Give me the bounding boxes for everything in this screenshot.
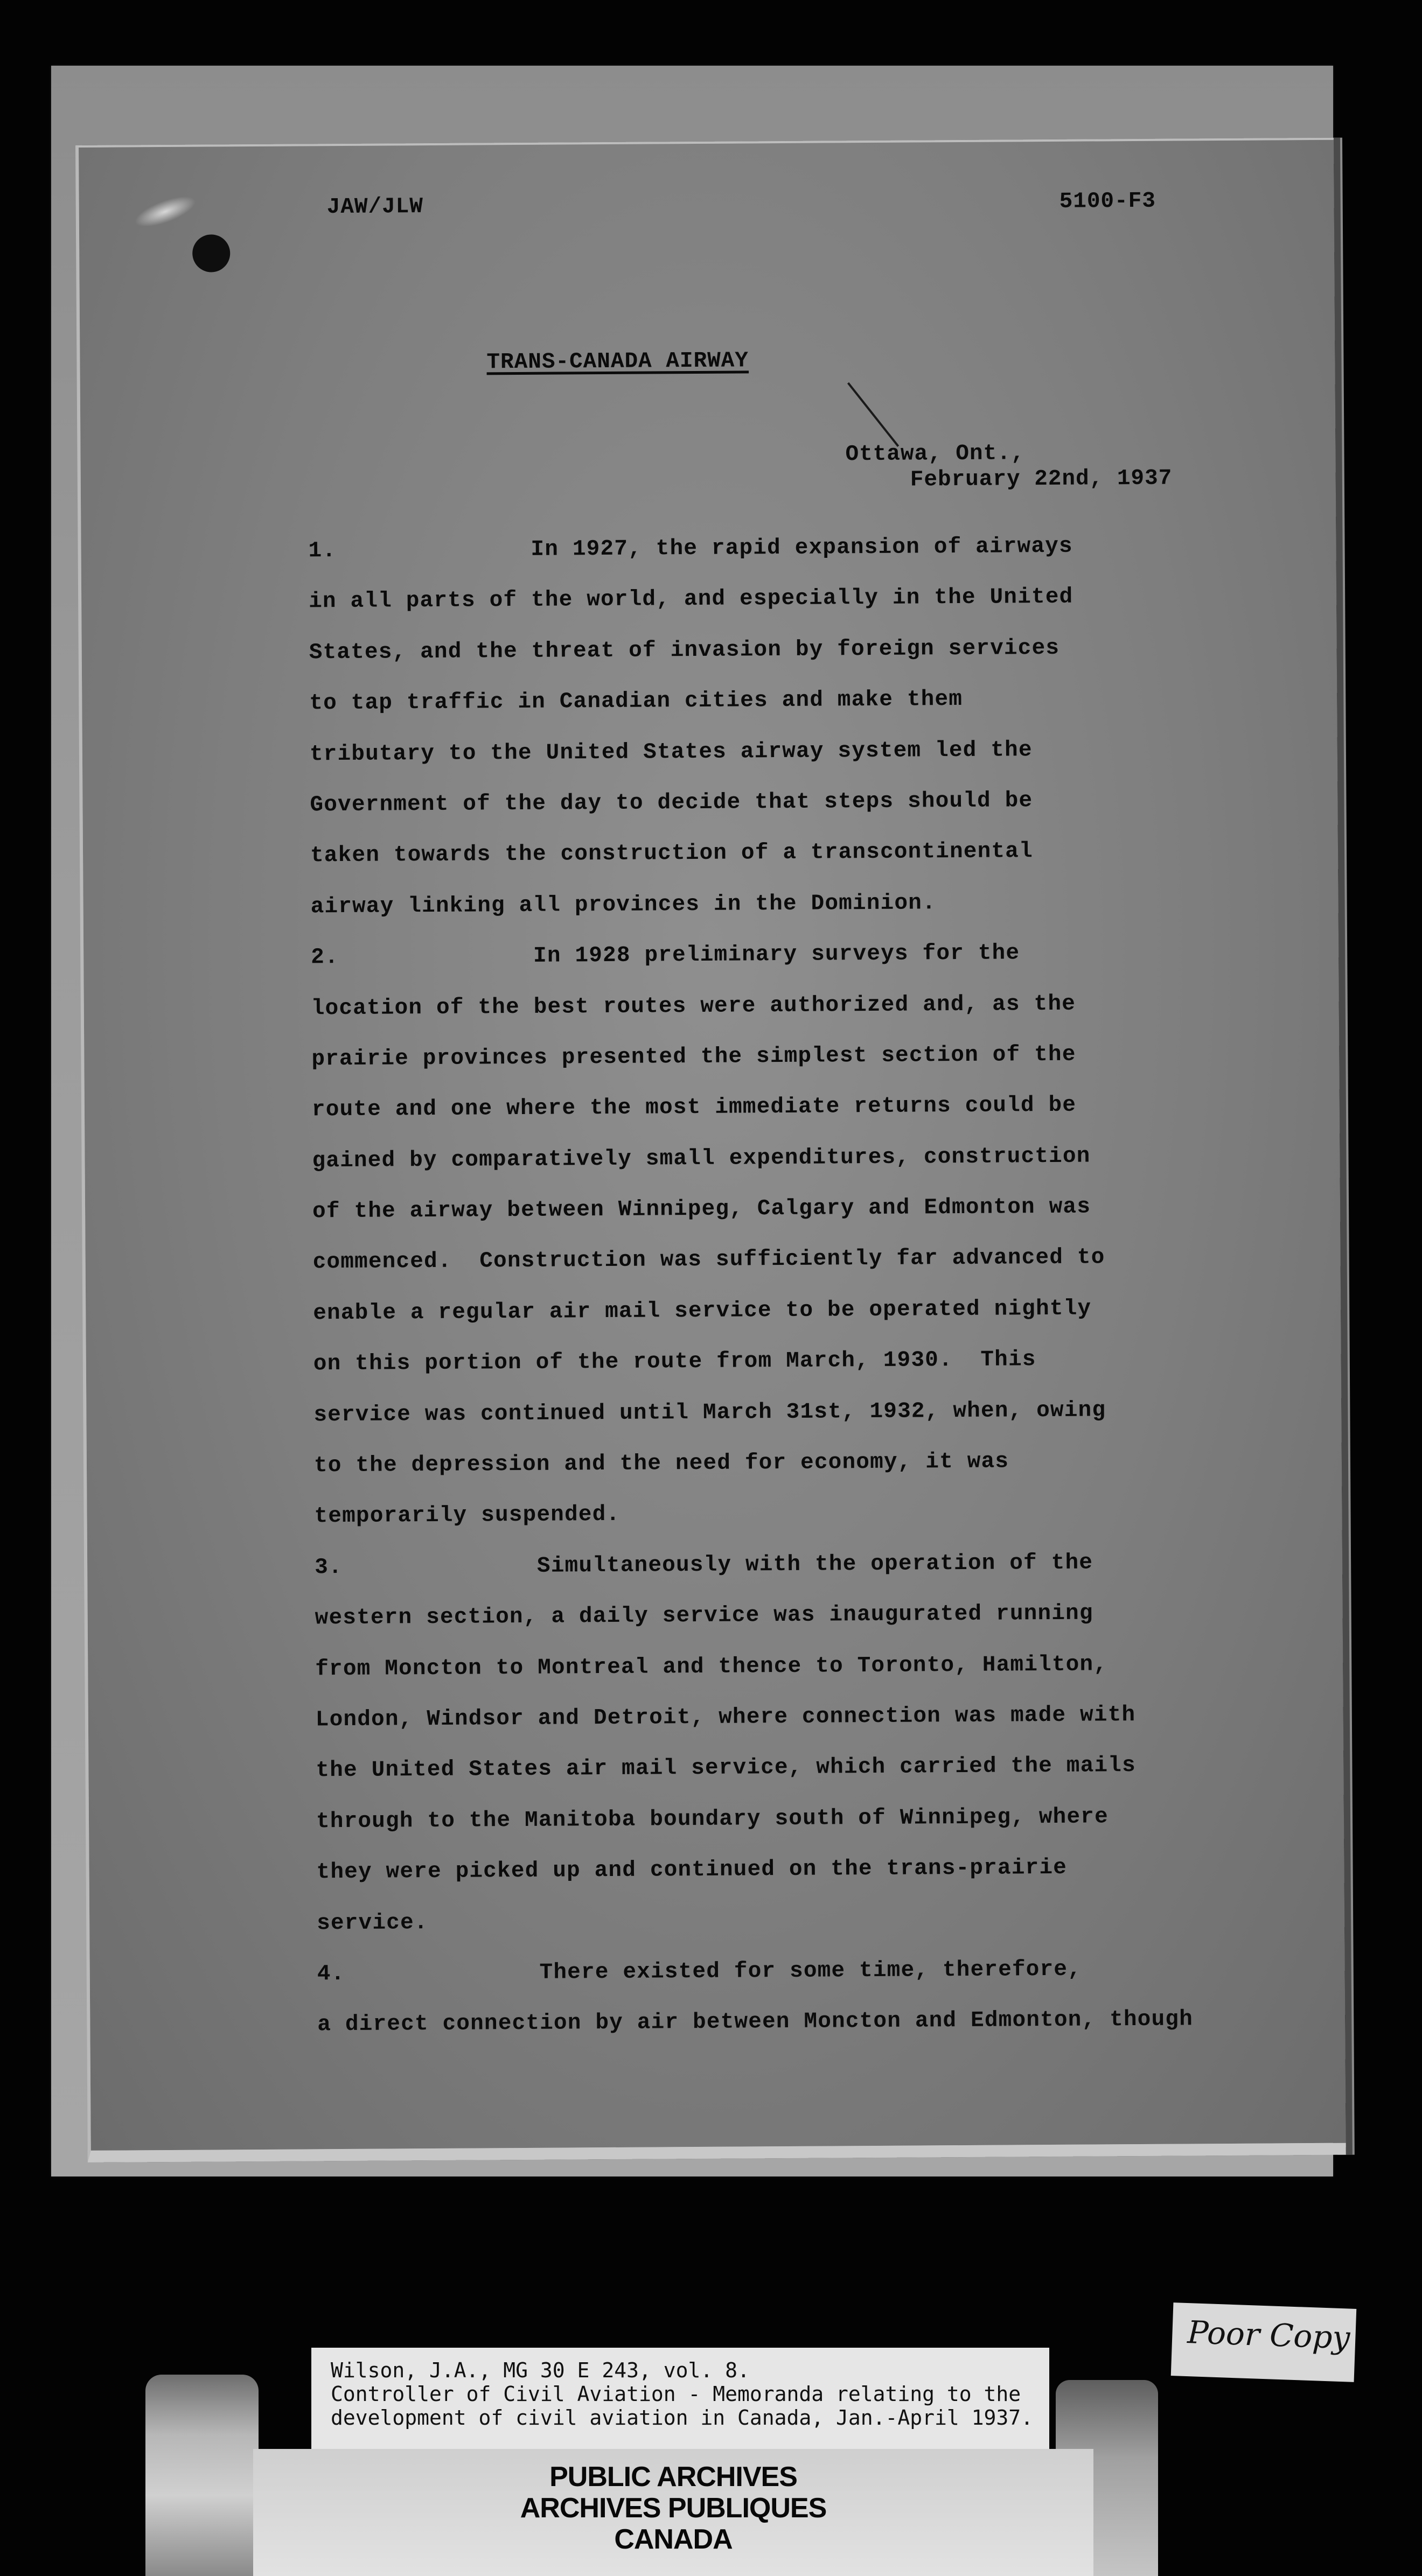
body-line: location of the best routes were authorized and, as the: [311, 991, 1076, 1021]
body-line: States, and the threat of invasion by foreign services: [309, 635, 1060, 666]
body-line: gained by comparatively small expenditures, construction: [312, 1144, 1091, 1174]
body-line: tributary to the United States airway system led the: [309, 737, 1033, 767]
file-number: 5100-F3: [1059, 188, 1156, 214]
body-line: London, Windsor and Detroit, where connection was made with: [315, 1703, 1136, 1733]
body-line: 2. In 1928 preliminary surveys for the: [311, 941, 1020, 970]
body-line: through to the Manitoba boundary south of Winnipeg, where: [316, 1804, 1109, 1835]
stamp-line-1: PUBLIC ARCHIVES: [549, 2461, 797, 2493]
body-line: commenced. Construction was sufficiently far advanced to: [312, 1245, 1105, 1275]
paper-smudge: [131, 190, 199, 233]
archives-stamp: [253, 2449, 1093, 2576]
body-line: to the depression and the need for economy, it was: [313, 1449, 1009, 1479]
body-line: in all parts of the world, and especially in the United: [309, 585, 1074, 614]
body-line: service.: [317, 1910, 428, 1936]
pencil-mark: [847, 382, 899, 447]
label-line-2: Controller of Civil Aviation - Memoranda relating to the: [331, 2382, 1021, 2406]
stamp-line-3: CANADA: [614, 2524, 733, 2555]
memo-title: TRANS-CANADA AIRWAY: [486, 348, 749, 375]
body-line: from Moncton to Montreal and thence to Toronto, Hamilton,: [315, 1651, 1108, 1682]
body-line: 3. Simultaneously with the operation of the: [315, 1550, 1093, 1580]
memo-body: [308, 532, 1341, 2063]
body-line: airway linking all provinces in the Dominion.: [310, 891, 936, 920]
body-line: 4. There existed for some time, therefore,: [317, 1957, 1082, 1987]
memo-page: [75, 138, 1346, 2162]
handwritten-note: Poor Copy: [1171, 2302, 1357, 2382]
memo-place: Ottawa, Ont.,: [845, 441, 1025, 467]
body-line: temporarily suspended.: [314, 1502, 621, 1529]
body-line: route and one where the most immediate returns could be: [311, 1093, 1077, 1123]
body-line: a direct connection by air between Moncton and Edmonton, though: [317, 2007, 1194, 2038]
body-line: on this portion of the route from March, 1930. This: [313, 1347, 1036, 1377]
body-line: Government of the day to decide that steps should be: [310, 788, 1033, 818]
label-line-1: Wilson, J.A., MG 30 E 243, vol. 8.: [331, 2358, 750, 2382]
body-line: enable a regular air mail service to be operated nightly: [313, 1296, 1092, 1326]
body-line: of the airway between Winnipeg, Calgary and Edmonton was: [312, 1194, 1091, 1224]
body-line: to tap traffic in Canadian cities and make them: [309, 687, 963, 716]
catalogue-label: [311, 2348, 1049, 2455]
body-line: the United States air mail service, which carried the mails: [316, 1753, 1136, 1783]
body-line: service was continued until March 31st, 1932, when, owing: [313, 1397, 1106, 1427]
memo-date: February 22nd, 1937: [910, 466, 1173, 493]
punch-hole: [192, 234, 230, 272]
label-line-3: development of civil aviation in Canada, Jan.-April 1937.: [331, 2406, 1034, 2430]
body-line: western section, a daily service was inaugurated running: [315, 1601, 1093, 1631]
body-line: 1. In 1927, the rapid expansion of airways: [308, 534, 1073, 564]
stamp-line-2: ARCHIVES PUBLIQUES: [520, 2493, 827, 2524]
body-line: they were picked up and continued on the trans-prairie: [316, 1855, 1068, 1885]
binder-clip-left: [145, 2375, 259, 2576]
reference-initials: JAW/JLW: [326, 194, 424, 220]
body-line: prairie provinces presented the simplest section of the: [311, 1042, 1076, 1072]
body-line: taken towards the construction of a transcontinental: [310, 839, 1033, 869]
